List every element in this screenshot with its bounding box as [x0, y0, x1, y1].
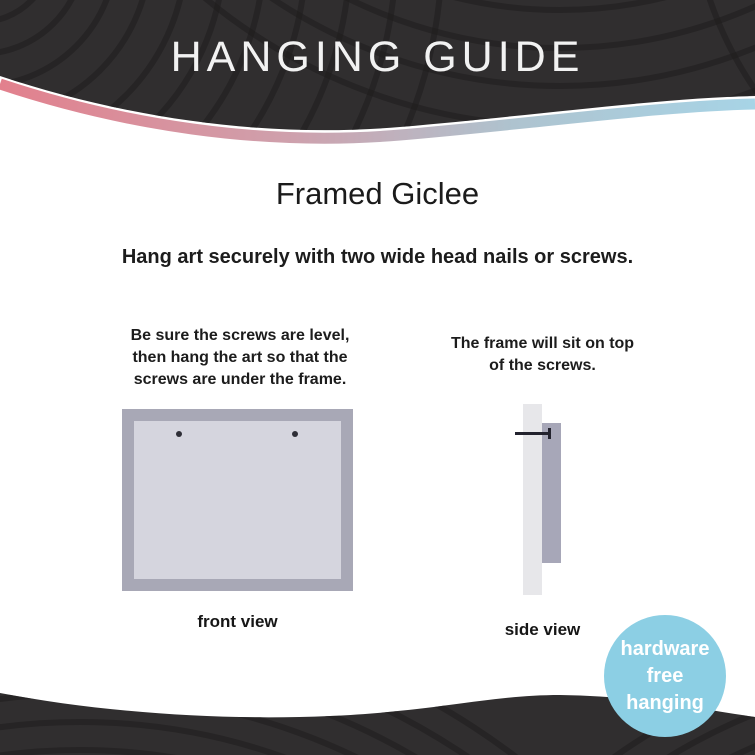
- badge-line-2: free: [646, 664, 684, 687]
- front-caption-line-1: Be sure the screws are level,: [130, 327, 350, 344]
- instruction-text: Hang art securely with two wide head nails or screws.: [121, 246, 634, 268]
- front-view-label: front view: [197, 612, 278, 631]
- front-caption-line-2: then hang the art so that the: [132, 349, 348, 366]
- side-caption-line-1: The frame will sit on top: [450, 335, 635, 352]
- badge-line-3: hanging: [626, 691, 704, 714]
- product-type-title: Framed Giclee: [275, 176, 480, 211]
- side-view-label: side view: [504, 620, 581, 639]
- page-title: HANGING GUIDE: [170, 33, 585, 81]
- right-screw-dot: [292, 431, 298, 437]
- nail-shaft: [515, 432, 551, 435]
- nail-head: [548, 428, 551, 439]
- frame-side-profile: [542, 423, 561, 563]
- frame-front-view-diagram: [122, 409, 353, 591]
- side-caption-line-2: of the screws.: [489, 357, 596, 374]
- side-view-caption: [420, 333, 665, 377]
- left-screw-dot: [176, 431, 182, 437]
- front-caption-line-3: screws are under the frame.: [133, 371, 347, 388]
- badge-line-1: hardware: [620, 637, 710, 660]
- front-view-caption: [105, 325, 375, 391]
- hardware-free-hanging-badge: [604, 615, 726, 737]
